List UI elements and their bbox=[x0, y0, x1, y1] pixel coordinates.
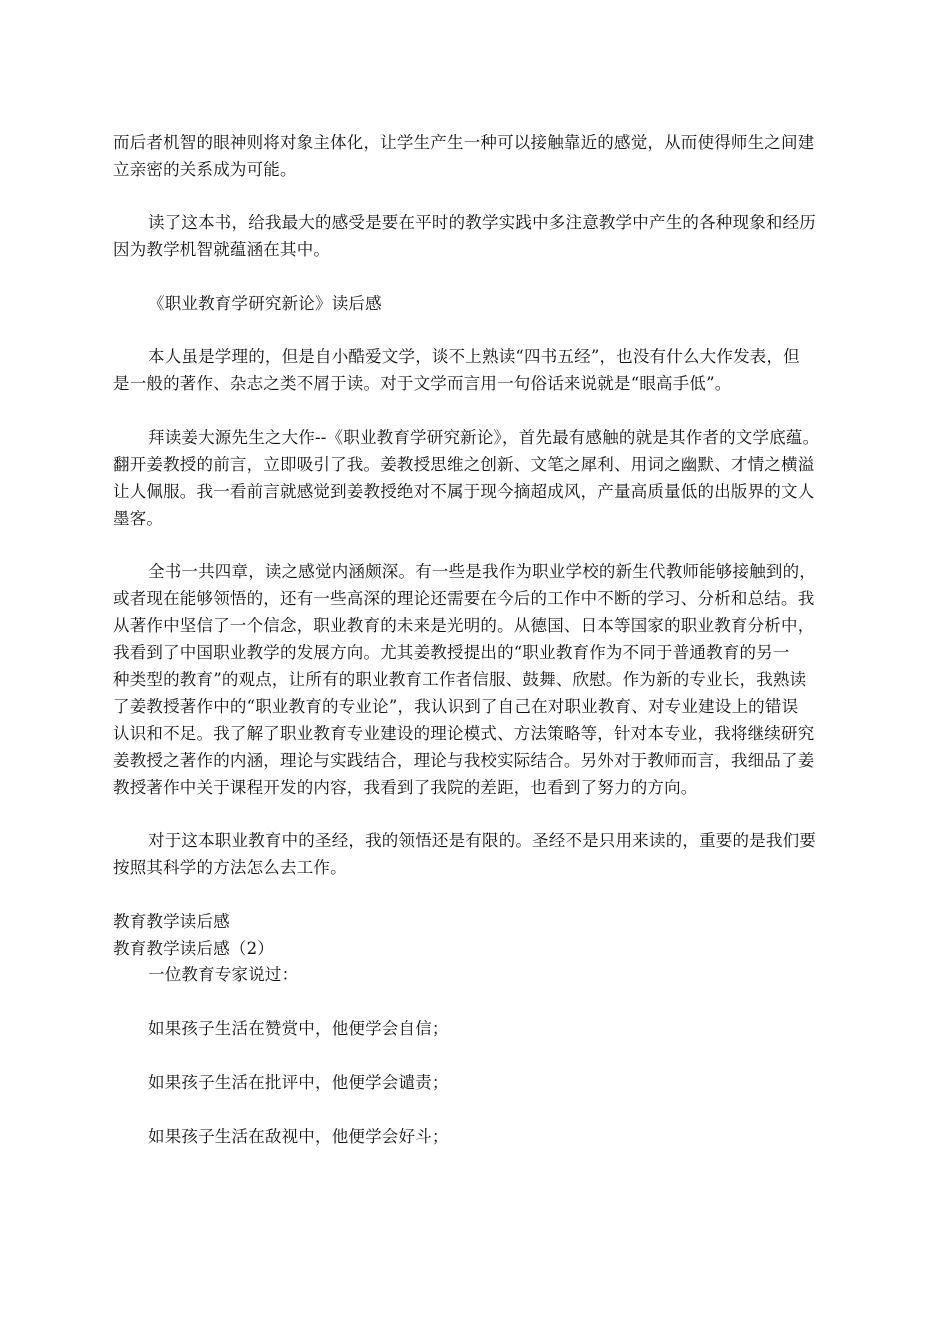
paragraph-4-line-4: 墨客。 bbox=[113, 509, 164, 528]
section-title-2: 教育教学读后感 bbox=[113, 912, 230, 931]
paragraph-5-line-7: 认识和不足。我了解了职业教育专业建设的理论模式、方法策略等，针对本专业，我将继续研究 bbox=[113, 724, 815, 743]
quote-intro: 一位教育专家说过： bbox=[148, 965, 299, 984]
paragraph-4-line-2: 翻开姜教授的前言，立即吸引了我。姜教授思维之创新、文笔之犀利、用词之幽默、才情之横溢 bbox=[113, 455, 815, 474]
paragraph-4-line-1: 拜读姜大源先生之大作--《职业教育学研究新论》，首先最有感触的就是其作者的文学底蕴。 bbox=[148, 428, 820, 447]
quote-line-1: 如果孩子生活在赞赏中，他便学会自信； bbox=[148, 1019, 449, 1038]
paragraph-5-line-4: 我看到了中国职业教学的发展方向。尤其姜教授提出的“职业教育作为不同于普通教育的另一 bbox=[113, 643, 790, 662]
paragraph-1-line-1: 而后者机智的眼神则将对象主体化，让学生产生一种可以接触靠近的感觉，从而使得师生之间建 bbox=[113, 133, 815, 152]
paragraph-5-line-6: 了姜教授著作中的“职业教育的专业论”，我认识到了自己在对职业教育、对专业建设上的错误 bbox=[113, 697, 799, 716]
quote-line-2: 如果孩子生活在批评中，他便学会谴责； bbox=[148, 1073, 449, 1092]
paragraph-1-line-2: 立亲密的关系成为可能。 bbox=[113, 160, 297, 179]
quote-line-3: 如果孩子生活在敌视中，他便学会好斗； bbox=[148, 1127, 449, 1146]
paragraph-5-line-3: 从著作中坚信了一个信念，职业教育的未来是光明的。从德国、日本等国家的职业教育分析中， bbox=[113, 616, 815, 635]
paragraph-5-line-5: 种类型的教育”的观点，让所有的职业教育工作者信服、鼓舞、欣慰。作为新的专业长，我熟读 bbox=[113, 670, 807, 689]
section-title-1: 《职业教育学研究新论》读后感 bbox=[148, 294, 382, 313]
paragraph-5-line-9: 教授著作中关于课程开发的内容，我看到了我院的差距，也看到了努力的方向。 bbox=[113, 778, 698, 797]
paragraph-3-line-1: 本人虽是学理的，但是自小酷爱文学，谈不上熟读“四书五经”，也没有什么大作发表，但 bbox=[148, 347, 800, 366]
paragraph-2-line-2: 因为教学机智就蕴涵在其中。 bbox=[113, 240, 331, 259]
paragraph-5-line-2: 或者现在能够领悟的，还有一些高深的理论还需要在今后的工作中不断的学习、分析和总结。我 bbox=[113, 589, 815, 608]
section-title-3: 教育教学读后感（2） bbox=[113, 939, 274, 958]
paragraph-6-line-2: 按照其科学的方法怎么去工作。 bbox=[113, 858, 347, 877]
paragraph-3-line-2: 是一般的著作、杂志之类不屑于读。对于文学而言用一句俗话来说就是“眼高手低”。 bbox=[113, 374, 732, 393]
paragraph-4-line-3: 让人佩服。我一看前言就感觉到姜教授绝对不属于现今摘超成风，产量高质量低的出版界的文人 bbox=[113, 482, 815, 501]
paragraph-5-line-1: 全书一共四章，读之感觉内涵颇深。有一些是我作为职业学校的新生代教师能够接触到的， bbox=[148, 562, 816, 581]
paragraph-6-line-1: 对于这本职业教育中的圣经，我的领悟还是有限的。圣经不是只用来读的，重要的是我们要 bbox=[148, 831, 816, 850]
paragraph-2-line-1: 读了这本书，给我最大的感受是要在平时的教学实践中多注意教学中产生的各种现象和经历 bbox=[148, 213, 816, 232]
paragraph-5-line-8: 姜教授之著作的内涵，理论与实践结合，理论与我校实际结合。另外对于教师而言，我细品了姜 bbox=[113, 751, 815, 770]
